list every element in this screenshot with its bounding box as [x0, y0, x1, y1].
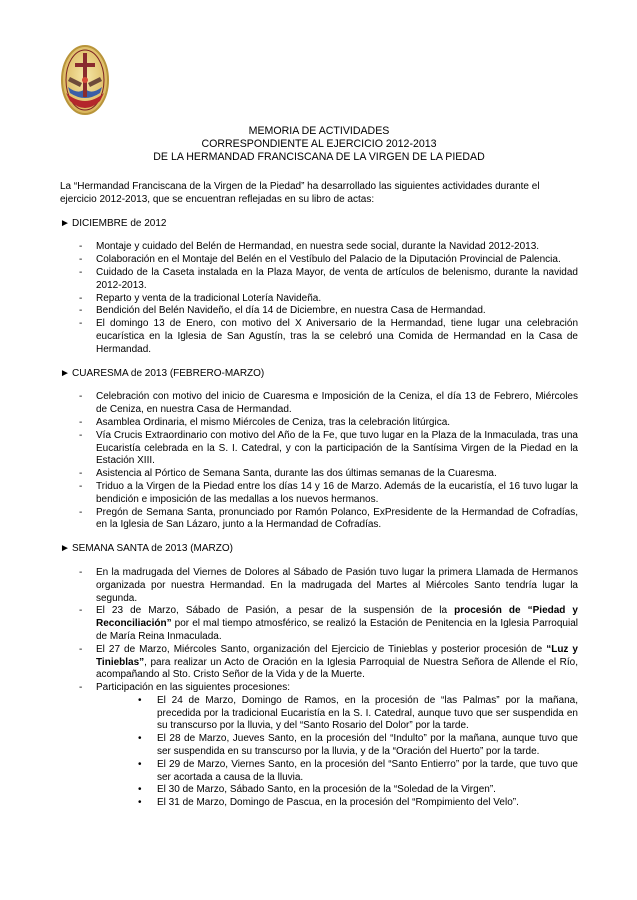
list-item-text: Celebración con motivo del inicio de Cuaresma e Imposición de la Ceniza, el día 13 de Febrero, Miércoles de Ceniza, en nuestra Casa de Hermandad. [96, 391, 578, 416]
list-item-text-post: por el mal tiempo atmosférico, se realizó la Estación de Penitencia en la Iglesia Parroquial de María Reina Inmaculada. [96, 618, 578, 642]
section-arrow-icon: ► [60, 543, 70, 555]
section-heading-diciembre [60, 218, 578, 231]
dash-marker: - [79, 566, 83, 578]
list-item-text: Montaje y cuidado del Belén de Hermandad, en nuestra sede social, durante la Navidad 2012-2013. [96, 241, 540, 253]
list-item-text: Vía Crucis Extraordinario con motivo del Año de la Fe, que tuvo lugar en la Plaza de la Inmaculada, tras una Eucaristía celebrada en la S. I. Catedral, y con la participación de la Santísima Virgen de la Piedad en la Estación XIII. [96, 429, 578, 467]
dash-marker: - [79, 605, 83, 617]
list-item-text-pre: El 27 de Marzo, Miércoles Santo, organización del Ejercicio de Tinieblas y posterior procesión de [96, 643, 547, 655]
procession-list [96, 695, 578, 810]
list-item [60, 267, 578, 293]
bullet-marker: • [138, 758, 142, 770]
intro-paragraph: La “Hermandad Franciscana de la Virgen de la Piedad” ha desarrollado las siguientes actividades durante el ejercicio 2012-2013, que se encuentran reflejadas en su libro de actas: [60, 181, 540, 205]
list-item-text: El domingo 13 de Enero, con motivo del X Aniversario de la Hermandad, tiene lugar una celebración eucarística en la Iglesia de San Agustín, tras la se celebró una Comida de Hermandad en la Casa de Hermandad. [96, 318, 578, 355]
procession-item [136, 695, 578, 733]
header-subtitle: CORRESPONDIENTE AL EJERCICIO 2012-2013 [201, 138, 437, 151]
procession-item-text: El 29 de Marzo, Viernes Santo, en la procesión del “Santo Entierro” por la tarde, que tuvo que ser acortada a causa de la lluvia. [157, 758, 578, 783]
section-heading-label: SEMANA SANTA de 2013 (MARZO) [72, 543, 233, 555]
section-heading-label: CUARESMA de 2013 (FEBRERO-MARZO) [72, 367, 265, 379]
list-item [60, 507, 578, 533]
dash-marker: - [79, 254, 83, 266]
document-header [60, 125, 578, 165]
list-item [60, 682, 578, 810]
dash-marker: - [79, 416, 83, 428]
list-item [60, 644, 578, 682]
procession-item [136, 797, 578, 810]
section-heading-cuaresma [60, 368, 578, 381]
list-item [60, 241, 578, 254]
bullet-marker: • [138, 784, 142, 796]
dash-marker: - [79, 468, 83, 480]
procession-item [136, 733, 578, 759]
section-heading-semana-santa [60, 543, 578, 556]
list-item [60, 305, 578, 318]
procession-item-text: El 30 de Marzo, Sábado Santo, en la procesión de la “Soledad de la Virgen”. [157, 784, 496, 796]
list-item [60, 254, 578, 267]
list-item-text: Bendición del Belén Navideño, el día 14 de Diciembre, en nuestra Casa de Hermandad. [96, 305, 486, 317]
list-item-text: Asistencia al Pórtico de Semana Santa, durante las dos últimas semanas de la Cuaresma. [96, 468, 497, 480]
dash-marker: - [79, 429, 83, 441]
document-body [60, 181, 578, 821]
dash-marker: - [79, 391, 83, 403]
section-list-semana-santa [60, 567, 578, 810]
dash-marker: - [79, 292, 83, 304]
section-arrow-icon: ► [60, 367, 70, 379]
dash-marker: - [79, 480, 83, 492]
list-item-text-post: , para realizar un Acto de Oración en la Iglesia Parroquial de Nuestra Señora de Allende el Río, acompañando al Sto. Cristo Señor de la Vida y de la Muerte. [96, 656, 578, 681]
list-item-text: En la madrugada del Viernes de Dolores al Sábado de Pasión tuvo lugar la primera Llamada de Hermanos organizada por nuestra Hermandad. En la madrugada del Martes al Miércoles Santo tendría lugar la segunda. [96, 566, 578, 604]
section-list-diciembre [60, 241, 578, 356]
list-item-text: Participación en las siguientes procesiones: [96, 682, 290, 694]
list-item-text: Cuidado de la Caseta instalada en la Plaza Mayor, de venta de artículos de belenismo, durante la navidad 2012-2013. [96, 266, 578, 291]
dash-marker: - [79, 643, 83, 655]
list-item [60, 481, 578, 507]
list-item [60, 417, 578, 430]
list-item-text: Pregón de Semana Santa, pronunciado por Ramón Polanco, ExPresidente de la Hermandad de Cofradías, en la Iglesia de San Lázaro, junto a la Hermandad de Cofradías. [96, 506, 578, 531]
list-item-text-bold: procesión de “Piedad y Reconciliación” [96, 605, 578, 630]
list-item [60, 430, 578, 468]
list-item-text-pre: El 23 de Marzo, Sábado de Pasión, a pesar de la suspensión de la [96, 605, 455, 617]
procession-item [136, 759, 578, 785]
list-item [60, 605, 578, 643]
list-item-text-bold: “Luz y Tinieblas” [96, 643, 578, 668]
procession-item [136, 784, 578, 797]
list-item-text: Triduo a la Virgen de la Piedad entre los días 14 y 16 de Marzo. Además de la eucaristía, el 16 tuvo lugar la bendición e imposición de las medallas a los nuevos hermanos. [96, 480, 578, 505]
dash-marker: - [79, 506, 83, 518]
dash-marker: - [79, 682, 83, 694]
procession-item-text: El 24 de Marzo, Domingo de Ramos, en la procesión de “las Palmas” por la mañana, precedida por la tradicional Eucaristía en la S. I. Catedral, aunque tuvo que ser suspendida en su transcurso por la lluvia, y del “Santo Rosario del Dolor” por la tarde. [157, 694, 578, 732]
section-arrow-icon: ► [60, 217, 70, 229]
list-item [60, 293, 578, 306]
section-list-cuaresma [60, 391, 578, 532]
dash-marker: - [79, 241, 83, 253]
brotherhood-emblem-logo [60, 43, 110, 117]
list-item [60, 567, 578, 605]
list-item [60, 391, 578, 417]
procession-item-text: El 28 de Marzo, Jueves Santo, en la procesión del “Indulto” por la mañana, aunque tuvo que ser suspendida en su transcurso por la lluvia, y de la “Oración del Huerto” por la tarde. [157, 733, 578, 758]
list-item [60, 468, 578, 481]
header-title: MEMORIA DE ACTIVIDADES [248, 125, 390, 137]
procession-item-text: El 31 de Marzo, Domingo de Pascua, en la procesión del “Rompimiento del Velo”. [157, 797, 519, 809]
list-item-text: Asamblea Ordinaria, el mismo Miércoles de Ceniza, tras la celebración litúrgica. [96, 416, 451, 428]
bullet-marker: • [138, 733, 142, 745]
bullet-marker: • [138, 694, 142, 706]
section-heading-label: DICIEMBRE de 2012 [72, 217, 167, 229]
list-item-text: Reparto y venta de la tradicional Lotería Navideña. [96, 292, 322, 304]
dash-marker: - [79, 305, 83, 317]
bullet-marker: • [138, 797, 142, 809]
list-item [60, 318, 578, 356]
dash-marker: - [79, 266, 83, 278]
dash-marker: - [79, 318, 83, 330]
header-organization: DE LA HERMANDAD FRANCISCANA DE LA VIRGEN DE LA PIEDAD [153, 151, 485, 164]
list-item-text: Colaboración en el Montaje del Belén en el Vestíbulo del Palacio de la Diputación Provincial de Palencia. [96, 254, 561, 266]
